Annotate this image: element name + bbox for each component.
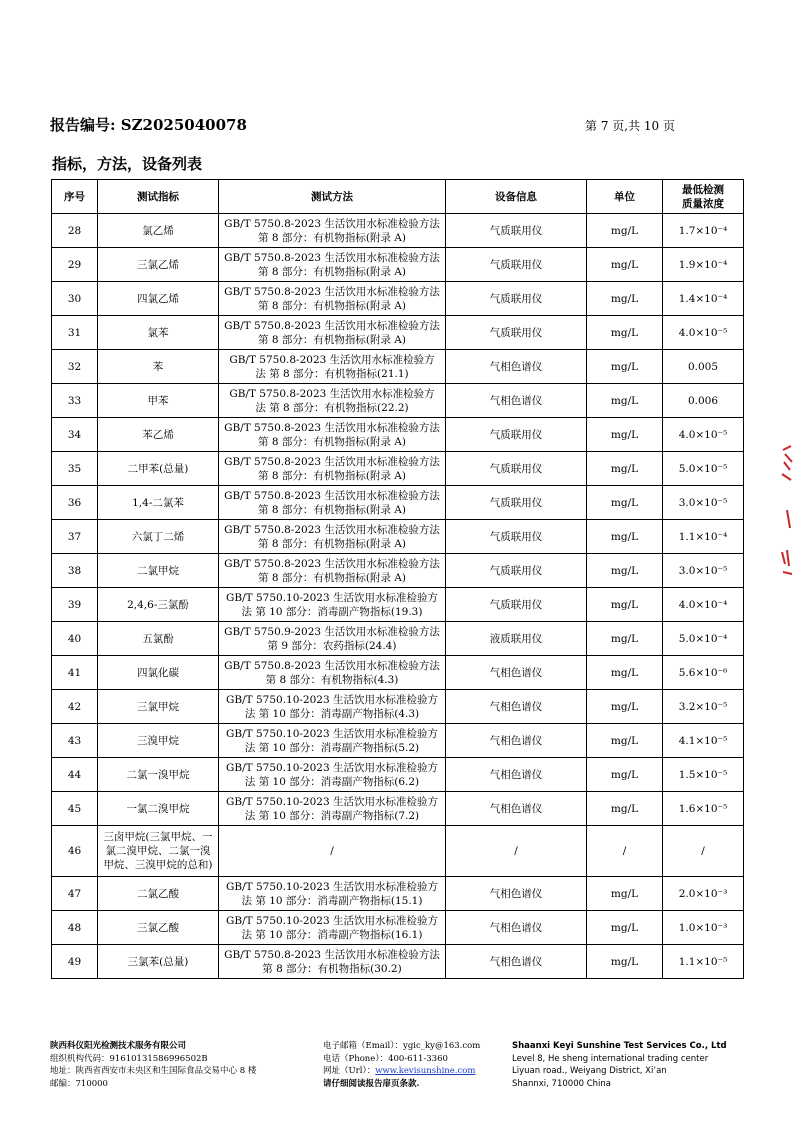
cell-item: 一氯二溴甲烷 <box>98 792 219 826</box>
table-row <box>52 554 744 588</box>
table-row <box>52 520 744 554</box>
cell-item: 苯 <box>98 350 219 384</box>
cell-method: GB/T 5750.10-2023 生活饮用水标准检验方 法 第 10 部分：消毒副产物指标(16.1) <box>219 911 446 945</box>
cell-mdl: 1.0×10⁻³ <box>663 911 744 945</box>
cell-unit: mg/L <box>587 520 663 554</box>
footer-address-en-1: Level 8, He sheng international trading center <box>512 1053 709 1064</box>
footer-postcode: 邮编：710000 <box>50 1078 108 1089</box>
cell-method: GB/T 5750.8-2023 生活饮用水标准检验方法 第 8 部分：有机物指标(附录 A) <box>219 486 446 520</box>
table-row <box>52 758 744 792</box>
cell-item: 五氯酚 <box>98 622 219 656</box>
cell-no: 48 <box>52 911 98 945</box>
cell-item: 甲苯 <box>98 384 219 418</box>
cell-method: GB/T 5750.10-2023 生活饮用水标准检验方 法 第 10 部分：消毒副产物指标(4.3) <box>219 690 446 724</box>
cell-mdl: 1.1×10⁻⁵ <box>663 945 744 979</box>
footer-url-link[interactable]: www.kevisunshine.com <box>375 1066 476 1076</box>
cell-no: 47 <box>52 877 98 911</box>
cell-equipment: 气相色谱仪 <box>446 945 587 979</box>
cell-method: GB/T 5750.10-2023 生活饮用水标准检验方 法 第 10 部分：消毒副产物指标(15.1) <box>219 877 446 911</box>
table-row <box>52 622 744 656</box>
cell-mdl: 0.006 <box>663 384 744 418</box>
cell-method: GB/T 5750.8-2023 生活饮用水标准检验方 法 第 8 部分：有机物指标(22.2) <box>219 384 446 418</box>
cell-mdl: 1.9×10⁻⁴ <box>663 248 744 282</box>
cell-method: GB/T 5750.8-2023 生活饮用水标准检验方法 第 8 部分：有机物指标(30.2) <box>219 945 446 979</box>
cell-unit: mg/L <box>587 486 663 520</box>
cell-equipment: 气相色谱仪 <box>446 911 587 945</box>
cell-method: / <box>219 826 446 877</box>
cell-equipment: 气质联用仪 <box>446 588 587 622</box>
cell-no: 28 <box>52 214 98 248</box>
footer-notice: 请仔细阅读报告扉页条款. <box>323 1078 420 1089</box>
cell-no: 32 <box>52 350 98 384</box>
table-row <box>52 214 744 248</box>
cell-item: 苯乙烯 <box>98 418 219 452</box>
cell-no: 30 <box>52 282 98 316</box>
cell-unit: / <box>587 826 663 877</box>
cell-equipment: 气相色谱仪 <box>446 690 587 724</box>
cell-unit: mg/L <box>587 690 663 724</box>
cell-equipment: 气质联用仪 <box>446 282 587 316</box>
cell-method: GB/T 5750.8-2023 生活饮用水标准检验方法 第 8 部分：有机物指标(附录 A) <box>219 316 446 350</box>
cell-no: 33 <box>52 384 98 418</box>
cell-equipment: 液质联用仪 <box>446 622 587 656</box>
cell-unit: mg/L <box>587 214 663 248</box>
table-row <box>52 690 744 724</box>
footer-email: 电子邮箱（Email）：ygic_ky@163.com <box>323 1041 481 1051</box>
table-row <box>52 282 744 316</box>
cell-no: 31 <box>52 316 98 350</box>
cell-unit: mg/L <box>587 384 663 418</box>
cell-method: GB/T 5750.10-2023 生活饮用水标准检验方 法 第 10 部分：消毒副产物指标(7.2) <box>219 792 446 826</box>
cell-method: GB/T 5750.10-2023 生活饮用水标准检验方 法 第 10 部分：消毒副产物指标(5.2) <box>219 724 446 758</box>
cell-method: GB/T 5750.10-2023 生活饮用水标准检验方 法 第 10 部分：消毒副产物指标(19.3) <box>219 588 446 622</box>
cell-unit: mg/L <box>587 877 663 911</box>
cell-mdl: 1.5×10⁻⁵ <box>663 758 744 792</box>
footer-address-en-2: Liyuan road., Weiyang District, Xi’an <box>512 1066 667 1076</box>
seal-fragment-icon <box>779 440 793 590</box>
cell-no: 46 <box>52 826 98 877</box>
table-row <box>52 792 744 826</box>
cell-method: GB/T 5750.8-2023 生活饮用水标准检验方法 第 8 部分：有机物指标(附录 A) <box>219 248 446 282</box>
footer-english-block <box>512 1040 752 1090</box>
cell-unit: mg/L <box>587 350 663 384</box>
cell-no: 49 <box>52 945 98 979</box>
cell-no: 29 <box>52 248 98 282</box>
footer-address-cn: 地址：陕西省西安市未央区和生国际食品交易中心 8 楼 <box>50 1066 257 1076</box>
cell-mdl: / <box>663 826 744 877</box>
cell-equipment: 气相色谱仪 <box>446 724 587 758</box>
cell-unit: mg/L <box>587 316 663 350</box>
table-row <box>52 724 744 758</box>
footer-contact-block <box>323 1040 513 1090</box>
cell-no: 44 <box>52 758 98 792</box>
table-row <box>52 877 744 911</box>
cell-unit: mg/L <box>587 418 663 452</box>
cell-method: GB/T 5750.10-2023 生活饮用水标准检验方 法 第 10 部分：消毒副产物指标(6.2) <box>219 758 446 792</box>
footer-url-line: 网址（Url）：www.kevisunshine.com <box>323 1066 476 1076</box>
footer-company-en: Shaanxi Keyi Sunshine Test Services Co., Ltd <box>512 1041 727 1051</box>
header-method: 测试方法 <box>219 180 446 214</box>
footer-org-code: 组织机构代码：91610131586996502B <box>50 1053 208 1064</box>
table-row <box>52 945 744 979</box>
footer-company-block <box>50 1040 310 1090</box>
cell-item: 四氯化碳 <box>98 656 219 690</box>
cell-unit: mg/L <box>587 945 663 979</box>
cell-no: 38 <box>52 554 98 588</box>
header-no: 序号 <box>52 180 98 214</box>
footer-company-cn: 陕西科仪阳光检测技术服务有限公司 <box>50 1041 187 1051</box>
cell-unit: mg/L <box>587 554 663 588</box>
cell-mdl: 0.005 <box>663 350 744 384</box>
cell-method: GB/T 5750.8-2023 生活饮用水标准检验方法 第 8 部分：有机物指标(附录 A) <box>219 214 446 248</box>
cell-mdl: 4.0×10⁻⁵ <box>663 316 744 350</box>
cell-no: 43 <box>52 724 98 758</box>
cell-item: 氯苯 <box>98 316 219 350</box>
cell-equipment: 气相色谱仪 <box>446 384 587 418</box>
cell-mdl: 3.0×10⁻⁵ <box>663 554 744 588</box>
header-item: 测试指标 <box>98 180 219 214</box>
cell-no: 39 <box>52 588 98 622</box>
table-row <box>52 248 744 282</box>
cell-item: 1,4-二氯苯 <box>98 486 219 520</box>
cell-method: GB/T 5750.8-2023 生活饮用水标准检验方法 第 8 部分：有机物指标(附录 A) <box>219 452 446 486</box>
table-row <box>52 826 744 877</box>
cell-mdl: 5.0×10⁻⁵ <box>663 452 744 486</box>
cell-equipment: 气质联用仪 <box>446 214 587 248</box>
cell-method: GB/T 5750.8-2023 生活饮用水标准检验方法 第 8 部分：有机物指标(附录 A) <box>219 520 446 554</box>
cell-unit: mg/L <box>587 282 663 316</box>
cell-method: GB/T 5750.9-2023 生活饮用水标准检验方法 第 9 部分：农药指标(24.4) <box>219 622 446 656</box>
cell-no: 36 <box>52 486 98 520</box>
cell-item: 三卤甲烷(三氯甲烷、一 氯二溴甲烷、二氯一溴 甲烷、三溴甲烷的总和) <box>98 826 219 877</box>
table-header-row <box>52 180 744 214</box>
table-row <box>52 656 744 690</box>
header-unit: 单位 <box>587 180 663 214</box>
cell-item: 四氯乙烯 <box>98 282 219 316</box>
cell-unit: mg/L <box>587 911 663 945</box>
cell-equipment: 气相色谱仪 <box>446 350 587 384</box>
cell-mdl: 3.2×10⁻⁵ <box>663 690 744 724</box>
cell-no: 34 <box>52 418 98 452</box>
cell-mdl: 1.7×10⁻⁴ <box>663 214 744 248</box>
cell-equipment: 气质联用仪 <box>446 554 587 588</box>
cell-no: 42 <box>52 690 98 724</box>
cell-unit: mg/L <box>587 248 663 282</box>
cell-no: 35 <box>52 452 98 486</box>
cell-unit: mg/L <box>587 758 663 792</box>
table-row <box>52 384 744 418</box>
cell-no: 41 <box>52 656 98 690</box>
cell-item: 二甲苯(总量) <box>98 452 219 486</box>
cell-no: 45 <box>52 792 98 826</box>
cell-mdl: 1.1×10⁻⁴ <box>663 520 744 554</box>
cell-item: 二氯一溴甲烷 <box>98 758 219 792</box>
cell-equipment: 气相色谱仪 <box>446 792 587 826</box>
cell-equipment: 气相色谱仪 <box>446 758 587 792</box>
report-number: 报告编号: SZ2025040078 <box>50 116 247 134</box>
cell-mdl: 1.6×10⁻⁵ <box>663 792 744 826</box>
cell-method: GB/T 5750.8-2023 生活饮用水标准检验方法 第 8 部分：有机物指标(4.3) <box>219 656 446 690</box>
cell-method: GB/T 5750.8-2023 生活饮用水标准检验方法 第 8 部分：有机物指标(附录 A) <box>219 418 446 452</box>
cell-unit: mg/L <box>587 656 663 690</box>
table-row <box>52 452 744 486</box>
header-equipment: 设备信息 <box>446 180 587 214</box>
indicator-table <box>51 179 744 979</box>
cell-item: 三氯苯(总量) <box>98 945 219 979</box>
cell-equipment: 气质联用仪 <box>446 486 587 520</box>
cell-mdl: 5.0×10⁻⁴ <box>663 622 744 656</box>
cell-item: 六氯丁二烯 <box>98 520 219 554</box>
cell-item: 三氯乙烯 <box>98 248 219 282</box>
cell-unit: mg/L <box>587 792 663 826</box>
cell-item: 二氯甲烷 <box>98 554 219 588</box>
cell-equipment: 气质联用仪 <box>446 520 587 554</box>
cell-mdl: 2.0×10⁻³ <box>663 877 744 911</box>
cell-mdl: 5.6×10⁻⁶ <box>663 656 744 690</box>
footer-address-en-3: Shannxi, 710000 China <box>512 1078 611 1089</box>
cell-item: 三氯乙酸 <box>98 911 219 945</box>
cell-unit: mg/L <box>587 452 663 486</box>
cell-item: 氯乙烯 <box>98 214 219 248</box>
cell-method: GB/T 5750.8-2023 生活饮用水标准检验方法 第 8 部分：有机物指标(附录 A) <box>219 554 446 588</box>
cell-equipment: 气相色谱仪 <box>446 877 587 911</box>
table-row <box>52 418 744 452</box>
cell-mdl: 4.0×10⁻⁴ <box>663 588 744 622</box>
table-row <box>52 486 744 520</box>
cell-unit: mg/L <box>587 622 663 656</box>
cell-equipment: 气质联用仪 <box>446 316 587 350</box>
cell-equipment: / <box>446 826 587 877</box>
cell-mdl: 4.1×10⁻⁵ <box>663 724 744 758</box>
header-mdl: 最低检测 质量浓度 <box>663 180 744 214</box>
section-title: 指标，方法，设备列表 <box>52 155 203 173</box>
cell-equipment: 气质联用仪 <box>446 248 587 282</box>
cell-no: 37 <box>52 520 98 554</box>
cell-item: 2,4,6-三氯酚 <box>98 588 219 622</box>
cell-equipment: 气质联用仪 <box>446 418 587 452</box>
cell-item: 二氯乙酸 <box>98 877 219 911</box>
cell-method: GB/T 5750.8-2023 生活饮用水标准检验方 法 第 8 部分：有机物指标(21.1) <box>219 350 446 384</box>
cell-method: GB/T 5750.8-2023 生活饮用水标准检验方法 第 8 部分：有机物指标(附录 A) <box>219 282 446 316</box>
cell-mdl: 3.0×10⁻⁵ <box>663 486 744 520</box>
cell-mdl: 1.4×10⁻⁴ <box>663 282 744 316</box>
cell-equipment: 气相色谱仪 <box>446 656 587 690</box>
table-row <box>52 911 744 945</box>
page-indicator: 第 7 页,共 10 页 <box>585 119 675 133</box>
table-row <box>52 350 744 384</box>
cell-unit: mg/L <box>587 724 663 758</box>
cell-mdl: 4.0×10⁻⁵ <box>663 418 744 452</box>
table-row <box>52 588 744 622</box>
cell-unit: mg/L <box>587 588 663 622</box>
cell-equipment: 气质联用仪 <box>446 452 587 486</box>
table-row <box>52 316 744 350</box>
footer-phone: 电话（Phone）：400-611-3360 <box>323 1053 448 1064</box>
cell-no: 40 <box>52 622 98 656</box>
cell-item: 三溴甲烷 <box>98 724 219 758</box>
cell-item: 三氯甲烷 <box>98 690 219 724</box>
